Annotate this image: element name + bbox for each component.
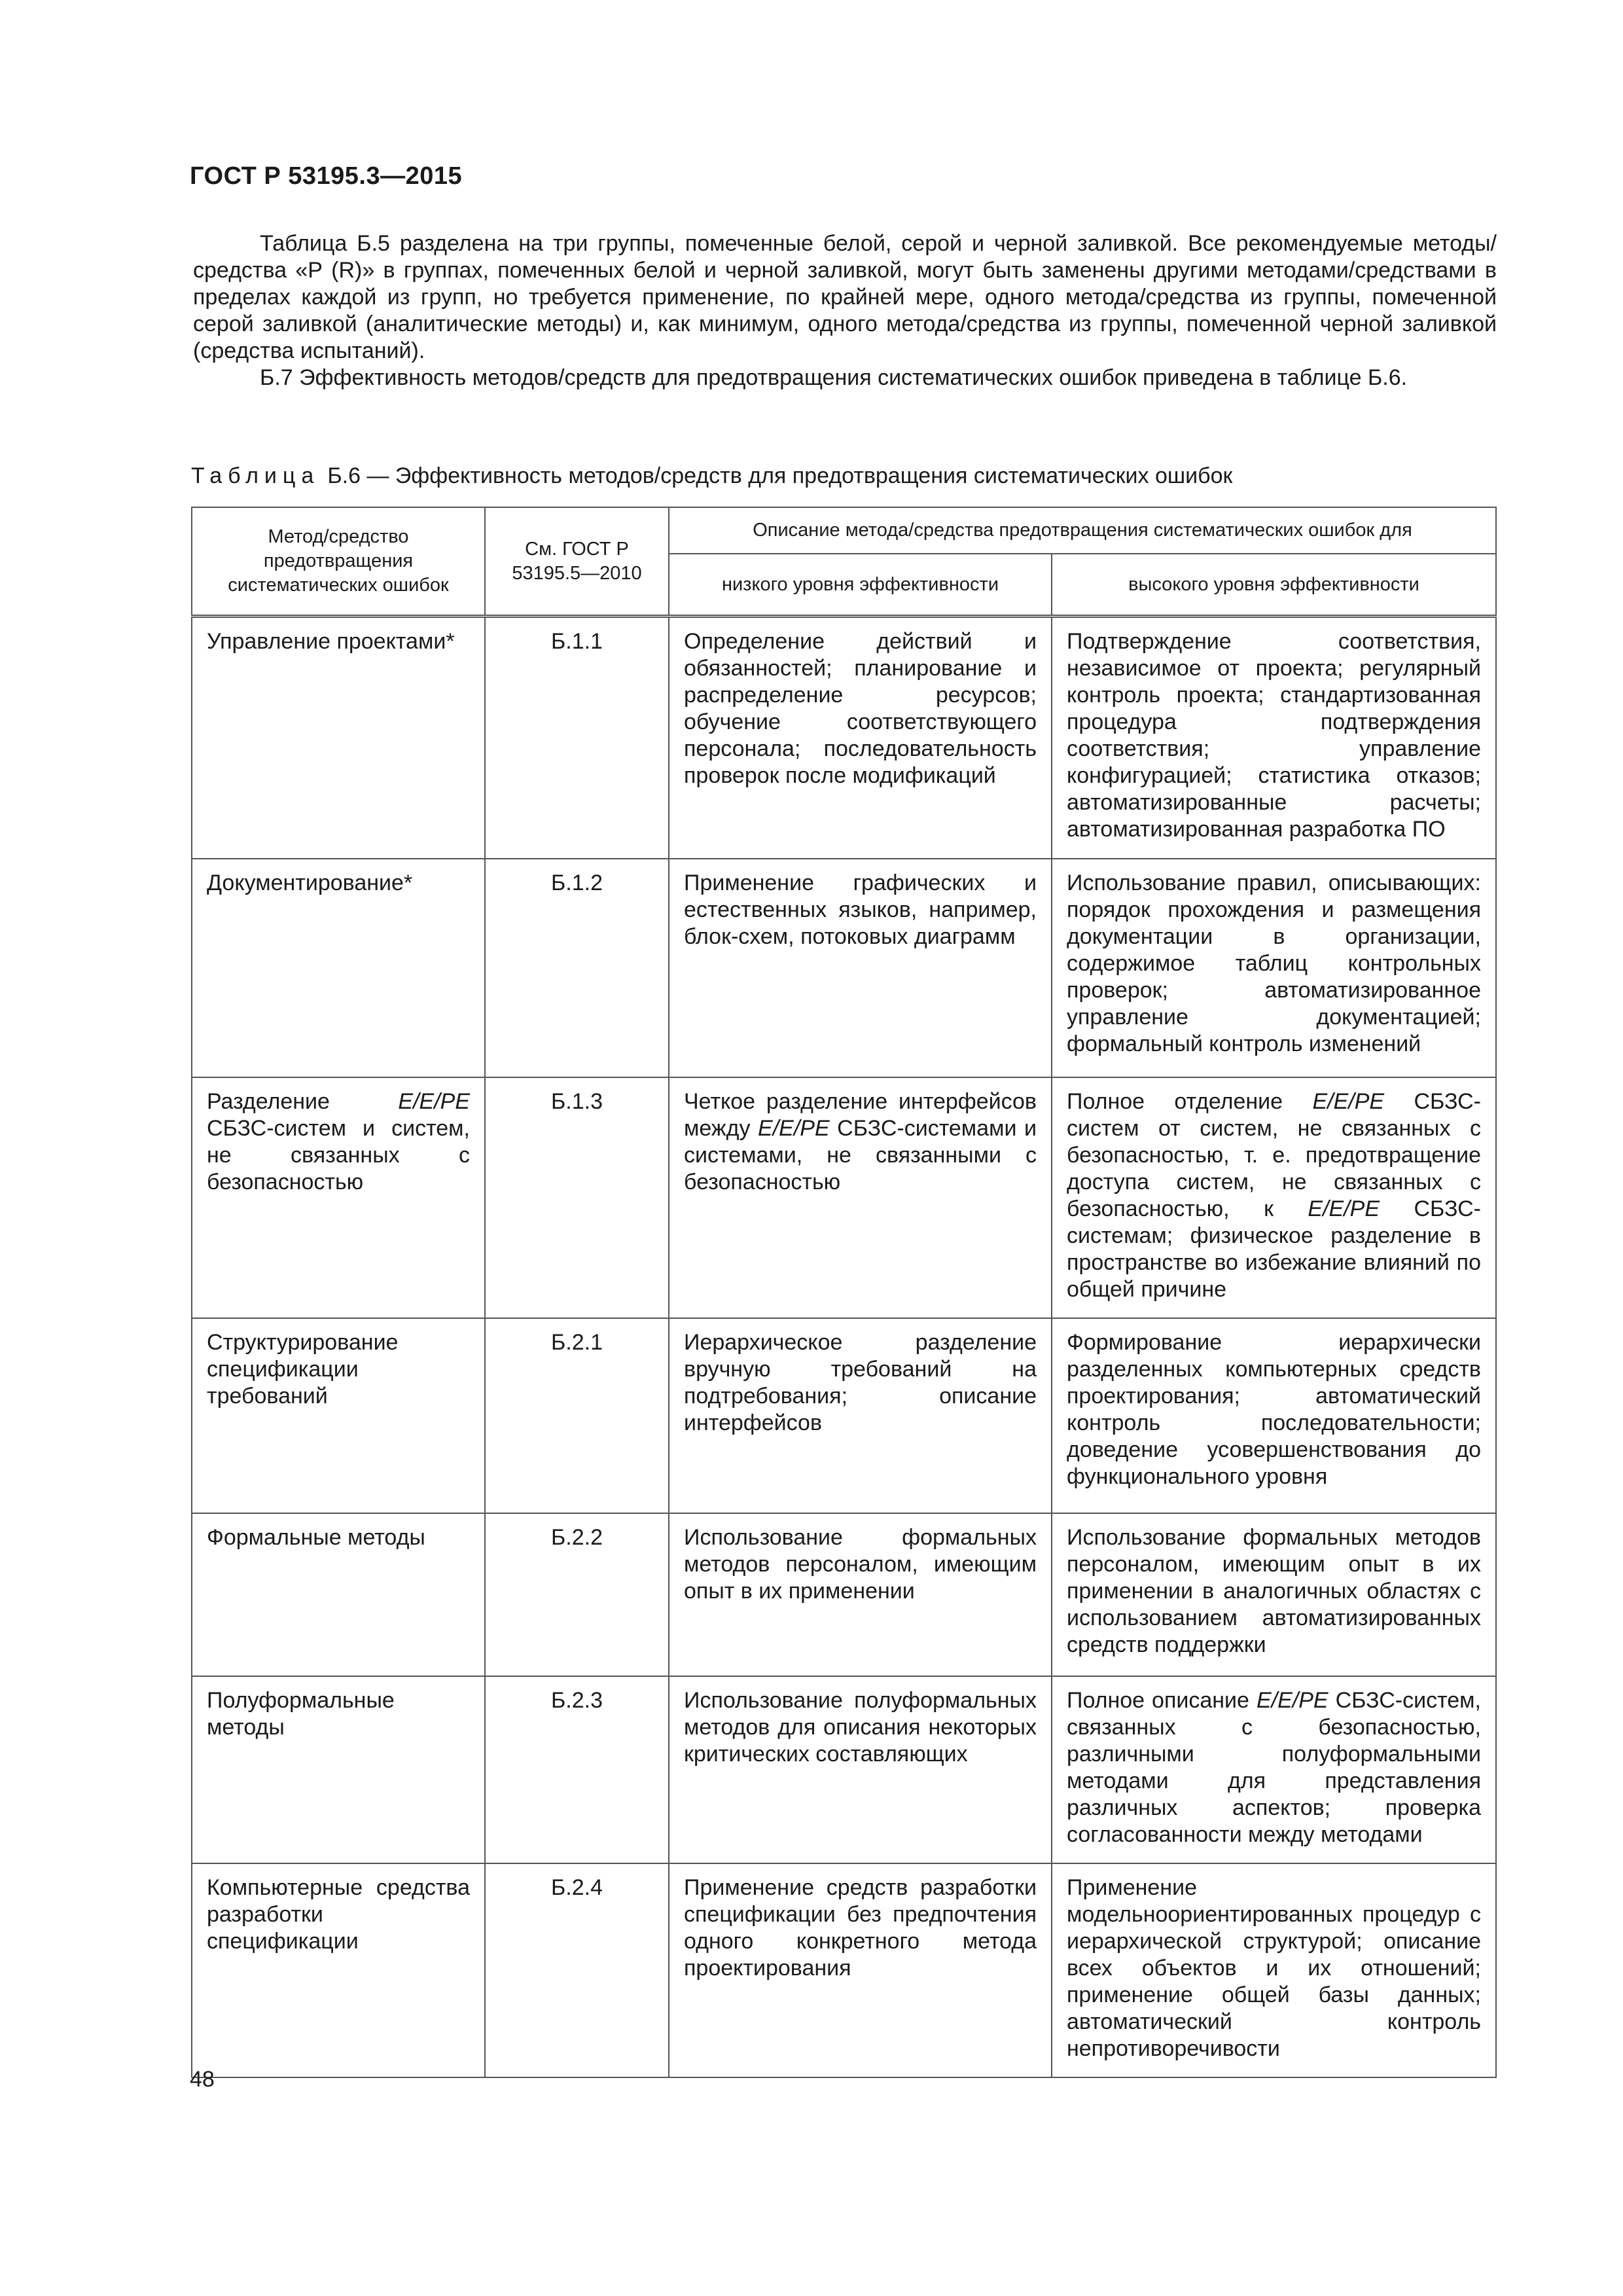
table-body [192, 617, 1496, 2077]
cell-high-effectiveness: Подтверждение соответствия, независимое от проекта; регулярный контроль проекта; стандартизованная процедура подтверждения соответствия; управление конфигурацией; статистика отказов; автоматизированные расчеты; автоматизированная разработка ПО [1052, 617, 1496, 859]
header-description: Описание метода/средства предотвращения систематических ошибок для [669, 507, 1496, 554]
cell-method: Формальные методы [192, 1513, 485, 1676]
cell-high-effectiveness: Использование формальных методов персоналом, имеющим опыт в их применении в аналогичных областях с использованием автоматизированных средств поддержки [1052, 1513, 1496, 1676]
cell-ref: Б.1.1 [485, 617, 669, 859]
cell-high-effectiveness: Применение модельноориентированных процедур с иерархической структурой; описание всех объектов и их отношений; применение общей базы данных; автоматический контроль непротиворечивости [1052, 1863, 1496, 2077]
cell-method: Разделение E/E/PE СБЗС-систем и систем, не связанных с безопасностью [192, 1077, 485, 1318]
body-text [193, 230, 1497, 391]
cell-ref: Б.2.4 [485, 1863, 669, 2077]
cell-high-effectiveness: Формирование иерархически разделенных компьютерных средств проектирования; автоматический контроль последовательности; доведение усовершенствования до функционального уровня [1052, 1318, 1496, 1513]
cell-high-effectiveness: Полное описание E/E/PE СБЗС-систем, связанных с безопасностью, различными полуформальными методами для представления различных аспектов; проверка согласованности между методами [1052, 1676, 1496, 1863]
header-ref: См. ГОСТ Р 53195.5—2010 [485, 507, 669, 617]
cell-low-effectiveness: Использование полуформальных методов для описания некоторых критических составляющих [669, 1676, 1052, 1863]
table-caption-label: Таблица [191, 463, 320, 488]
table-row [192, 1318, 1496, 1513]
cell-ref: Б.1.2 [485, 859, 669, 1077]
cell-low-effectiveness: Четкое разделение интерфейсов между E/E/PE СБЗС-системами и системами, не связанными с безопасностью [669, 1077, 1052, 1318]
cell-method: Компьютерные средства разработки спецификации [192, 1863, 485, 2077]
cell-ref: Б.1.3 [485, 1077, 669, 1318]
cell-low-effectiveness: Применение графических и естественных языков, например, блок-схем, потоковых диаграмм [669, 859, 1052, 1077]
table-caption-text: Б.6 — Эффективность методов/средств для предотвращения систематических ошибок [327, 463, 1233, 488]
cell-low-effectiveness: Определение действий и обязанностей; планирование и распределение ресурсов; обучение соответствующего персонала; последовательность проверок после модификаций [669, 617, 1052, 859]
table-row [192, 1676, 1496, 1863]
cell-method: Документирование* [192, 859, 485, 1077]
paragraph-1: Таблица Б.5 разделена на три группы, помеченные белой, серой и черной заливкой. Все рекомендуемые методы/средства «Р (R)» в группах, помеченных белой и черной заливкой, могут быть заменены другими методами/средствами в пределах каждой из групп, но требуется применение, по крайней мере, одного метода/средства из группы, помеченной серой заливкой (аналитические методы) и, как минимум, одного метода/средства из группы, помеченной черной заливкой (средства испытаний). [193, 231, 1497, 363]
effectiveness-table [191, 507, 1497, 2078]
header-high: высокого уровня эффективности [1052, 554, 1496, 617]
cell-low-effectiveness: Иерархическое разделение вручную требований на подтребования; описание интерфейсов [669, 1318, 1052, 1513]
table-header [192, 507, 1496, 617]
cell-method: Управление проектами* [192, 617, 485, 859]
cell-low-effectiveness: Применение средств разработки спецификации без предпочтения одного конкретного метода проектирования [669, 1863, 1052, 2077]
table-row [192, 1863, 1496, 2077]
cell-method: Полуформальные методы [192, 1676, 485, 1863]
cell-high-effectiveness: Использование правил, описывающих: порядок прохождения и размещения документации в организации, содержимое таблиц контрольных проверок; автоматизированное управление документацией; формальный контроль изменений [1052, 859, 1496, 1077]
cell-low-effectiveness: Использование формальных методов персоналом, имеющим опыт в их применении [669, 1513, 1052, 1676]
cell-ref: Б.2.3 [485, 1676, 669, 1863]
header-method: Метод/средство предотвращения систематических ошибок [192, 507, 485, 617]
cell-ref: Б.2.1 [485, 1318, 669, 1513]
header-low: низкого уровня эффективности [669, 554, 1052, 617]
cell-high-effectiveness: Полное отделение E/E/PE СБЗС-систем от систем, не связанных с безопасностью, т. е. предотвращение доступа систем, не связанных с безопасностью, к E/E/PE СБЗС-системам; физическое разделение в пространстве во избежание влияний по общей причине [1052, 1077, 1496, 1318]
table-row [192, 859, 1496, 1077]
table-row [192, 1513, 1496, 1676]
paragraph-2: Б.7 Эффективность методов/средств для предотвращения систематических ошибок приведена в таблице Б.6. [260, 365, 1408, 390]
page-number: 48 [190, 2067, 215, 2092]
table-row [192, 617, 1496, 859]
table-caption [191, 463, 1232, 489]
document-number-header: ГОСТ Р 53195.3—2015 [190, 162, 463, 190]
cell-ref: Б.2.2 [485, 1513, 669, 1676]
table-row [192, 1077, 1496, 1318]
cell-method: Структурирование спецификации требований [192, 1318, 485, 1513]
